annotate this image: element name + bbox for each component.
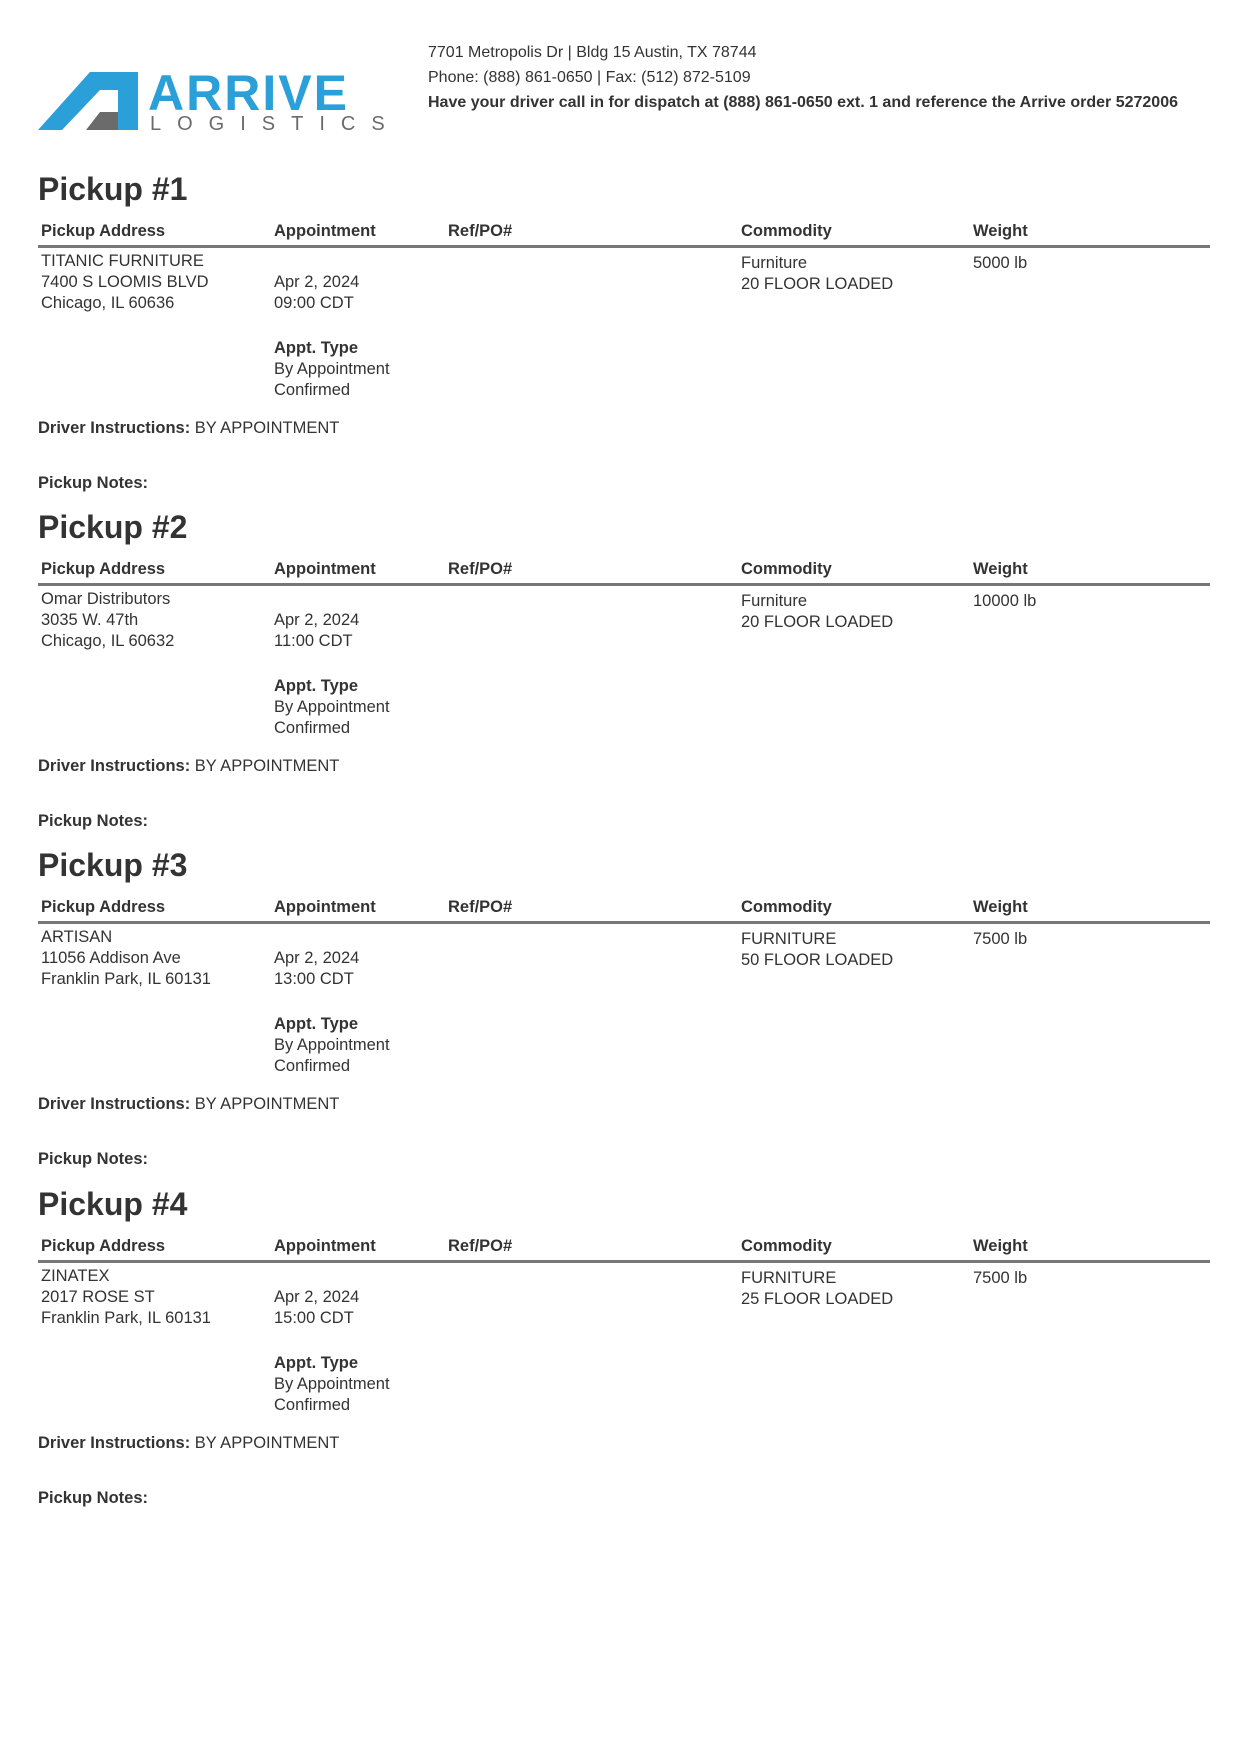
pickup-address — [41, 589, 174, 652]
driver-instructions-value: BY APPOINTMENT — [194, 1434, 340, 1452]
table-row — [38, 924, 1210, 1094]
appt-status: Confirmed — [274, 719, 351, 737]
commodity-name: Furniture — [741, 592, 808, 610]
street-address: 11056 Addison Ave — [41, 949, 181, 967]
dispatch-note: Have your driver call in for dispatch at (888) 861-0650 ext. 1 and reference the Arrive order 5272006 — [428, 94, 1178, 111]
company-address: 7701 Metropolis Dr | Bldg 15 Austin, TX 78744 — [428, 44, 757, 61]
appointment — [274, 948, 359, 990]
table-header — [38, 558, 1210, 586]
commodity — [741, 1268, 893, 1310]
appt-status: Confirmed — [274, 1396, 351, 1414]
pickup-notes-label: Pickup Notes: — [38, 1489, 149, 1507]
commodity — [741, 929, 893, 971]
location-name: TITANIC FURNITURE — [41, 252, 204, 270]
appointment-type — [274, 676, 390, 739]
table-row — [38, 586, 1210, 756]
location-name: ZINATEX — [41, 1267, 110, 1285]
driver-instructions — [38, 1433, 1210, 1488]
column-header-weight: Weight — [973, 1237, 1028, 1255]
driver-instructions-value: BY APPOINTMENT — [194, 757, 340, 775]
appt-type-value: By Appointment — [274, 1375, 390, 1393]
logo-wordmark-logistics: LOGISTICS — [150, 113, 401, 135]
street-address: 2017 ROSE ST — [41, 1288, 155, 1306]
table-row — [38, 248, 1210, 418]
column-header-ref: Ref/PO# — [448, 222, 513, 240]
commodity-detail: 25 FLOOR LOADED — [741, 1290, 894, 1308]
appt-type-value: By Appointment — [274, 360, 390, 378]
logo-wordmark-arrive: ARRIVE — [148, 65, 349, 121]
driver-instructions-value: BY APPOINTMENT — [194, 1095, 340, 1113]
pickup-section — [38, 1185, 1210, 1508]
appointment — [274, 272, 359, 314]
city-state-zip: Chicago, IL 60636 — [41, 294, 175, 312]
appointment-type — [274, 338, 390, 401]
driver-instructions-label: Driver Instructions: — [38, 1434, 191, 1452]
commodity-name: FURNITURE — [741, 930, 837, 948]
appt-type-value: By Appointment — [274, 1036, 390, 1054]
pickup-notes-label: Pickup Notes: — [38, 812, 149, 830]
column-header-commodity: Commodity — [741, 898, 832, 916]
company-phone-fax: Phone: (888) 861-0650 | Fax: (512) 872-5109 — [428, 69, 751, 86]
appt-type-label: Appt. Type — [274, 339, 359, 357]
driver-instructions — [38, 756, 1210, 811]
street-address: 7400 S LOOMIS BLVD — [41, 273, 209, 291]
appt-type-label: Appt. Type — [274, 1015, 359, 1033]
weight: 7500 lb — [973, 930, 1028, 948]
driver-instructions — [38, 1094, 1210, 1149]
appt-type-label: Appt. Type — [274, 677, 359, 695]
pickup-notes-label: Pickup Notes: — [38, 1150, 149, 1168]
column-header-address: Pickup Address — [41, 1237, 166, 1255]
pickup-title: Pickup #2 — [38, 509, 188, 545]
column-header-weight: Weight — [973, 560, 1028, 578]
pickup-address — [41, 251, 209, 314]
appt-status: Confirmed — [274, 1057, 351, 1075]
column-header-ref: Ref/PO# — [448, 1237, 513, 1255]
appt-type-value: By Appointment — [274, 698, 390, 716]
column-header-commodity: Commodity — [741, 222, 832, 240]
appointment-date: Apr 2, 2024 — [274, 611, 360, 629]
appointment-time: 15:00 CDT — [274, 1309, 354, 1327]
pickup-section — [38, 508, 1210, 831]
commodity-detail: 20 FLOOR LOADED — [741, 613, 894, 631]
pickup-address — [41, 1266, 211, 1329]
appointment-date: Apr 2, 2024 — [274, 1288, 360, 1306]
commodity-detail: 50 FLOOR LOADED — [741, 951, 894, 969]
pickup-title: Pickup #3 — [38, 847, 188, 883]
pickup-notes-label: Pickup Notes: — [38, 474, 149, 492]
appointment-time: 13:00 CDT — [274, 970, 354, 988]
document-header — [0, 0, 1240, 150]
appointment — [274, 610, 359, 652]
weight: 5000 lb — [973, 254, 1028, 272]
commodity — [741, 591, 893, 633]
column-header-weight: Weight — [973, 898, 1028, 916]
pickup-title: Pickup #4 — [38, 1186, 188, 1222]
column-header-address: Pickup Address — [41, 560, 166, 578]
arrive-logo-mark-icon — [38, 72, 143, 130]
driver-instructions-label: Driver Instructions: — [38, 757, 191, 775]
arrive-logistics-logo — [38, 66, 408, 134]
commodity — [741, 253, 893, 295]
appointment-type — [274, 1353, 390, 1416]
location-name: Omar Distributors — [41, 590, 171, 608]
table-header — [38, 1235, 1210, 1263]
weight: 7500 lb — [973, 1269, 1028, 1287]
pickup-section — [38, 170, 1210, 493]
column-header-appointment: Appointment — [274, 1237, 376, 1255]
appointment-time: 09:00 CDT — [274, 294, 354, 312]
appointment — [274, 1287, 359, 1329]
column-header-appointment: Appointment — [274, 560, 376, 578]
column-header-commodity: Commodity — [741, 560, 832, 578]
driver-instructions — [38, 418, 1210, 473]
column-header-appointment: Appointment — [274, 222, 376, 240]
appointment-type — [274, 1014, 390, 1077]
column-header-ref: Ref/PO# — [448, 560, 513, 578]
commodity-name: Furniture — [741, 254, 808, 272]
city-state-zip: Franklin Park, IL 60131 — [41, 970, 211, 988]
column-header-weight: Weight — [973, 222, 1028, 240]
table-header — [38, 220, 1210, 248]
column-header-commodity: Commodity — [741, 1237, 832, 1255]
pickup-section — [38, 846, 1210, 1169]
weight: 10000 lb — [973, 592, 1037, 610]
table-row — [38, 1263, 1210, 1433]
commodity-detail: 20 FLOOR LOADED — [741, 275, 894, 293]
column-header-appointment: Appointment — [274, 898, 376, 916]
city-state-zip: Chicago, IL 60632 — [41, 632, 175, 650]
table-header — [38, 896, 1210, 924]
driver-instructions-label: Driver Instructions: — [38, 419, 191, 437]
appt-status: Confirmed — [274, 381, 351, 399]
commodity-name: FURNITURE — [741, 1269, 837, 1287]
city-state-zip: Franklin Park, IL 60131 — [41, 1309, 211, 1327]
column-header-address: Pickup Address — [41, 898, 166, 916]
pickup-address — [41, 927, 211, 990]
pickup-title: Pickup #1 — [38, 171, 188, 207]
appointment-date: Apr 2, 2024 — [274, 273, 360, 291]
appt-type-label: Appt. Type — [274, 1354, 359, 1372]
column-header-address: Pickup Address — [41, 222, 166, 240]
street-address: 3035 W. 47th — [41, 611, 139, 629]
driver-instructions-label: Driver Instructions: — [38, 1095, 191, 1113]
appointment-time: 11:00 CDT — [274, 632, 353, 650]
driver-instructions-value: BY APPOINTMENT — [194, 419, 340, 437]
appointment-date: Apr 2, 2024 — [274, 949, 360, 967]
location-name: ARTISAN — [41, 928, 113, 946]
company-info — [428, 40, 1188, 115]
column-header-ref: Ref/PO# — [448, 898, 513, 916]
